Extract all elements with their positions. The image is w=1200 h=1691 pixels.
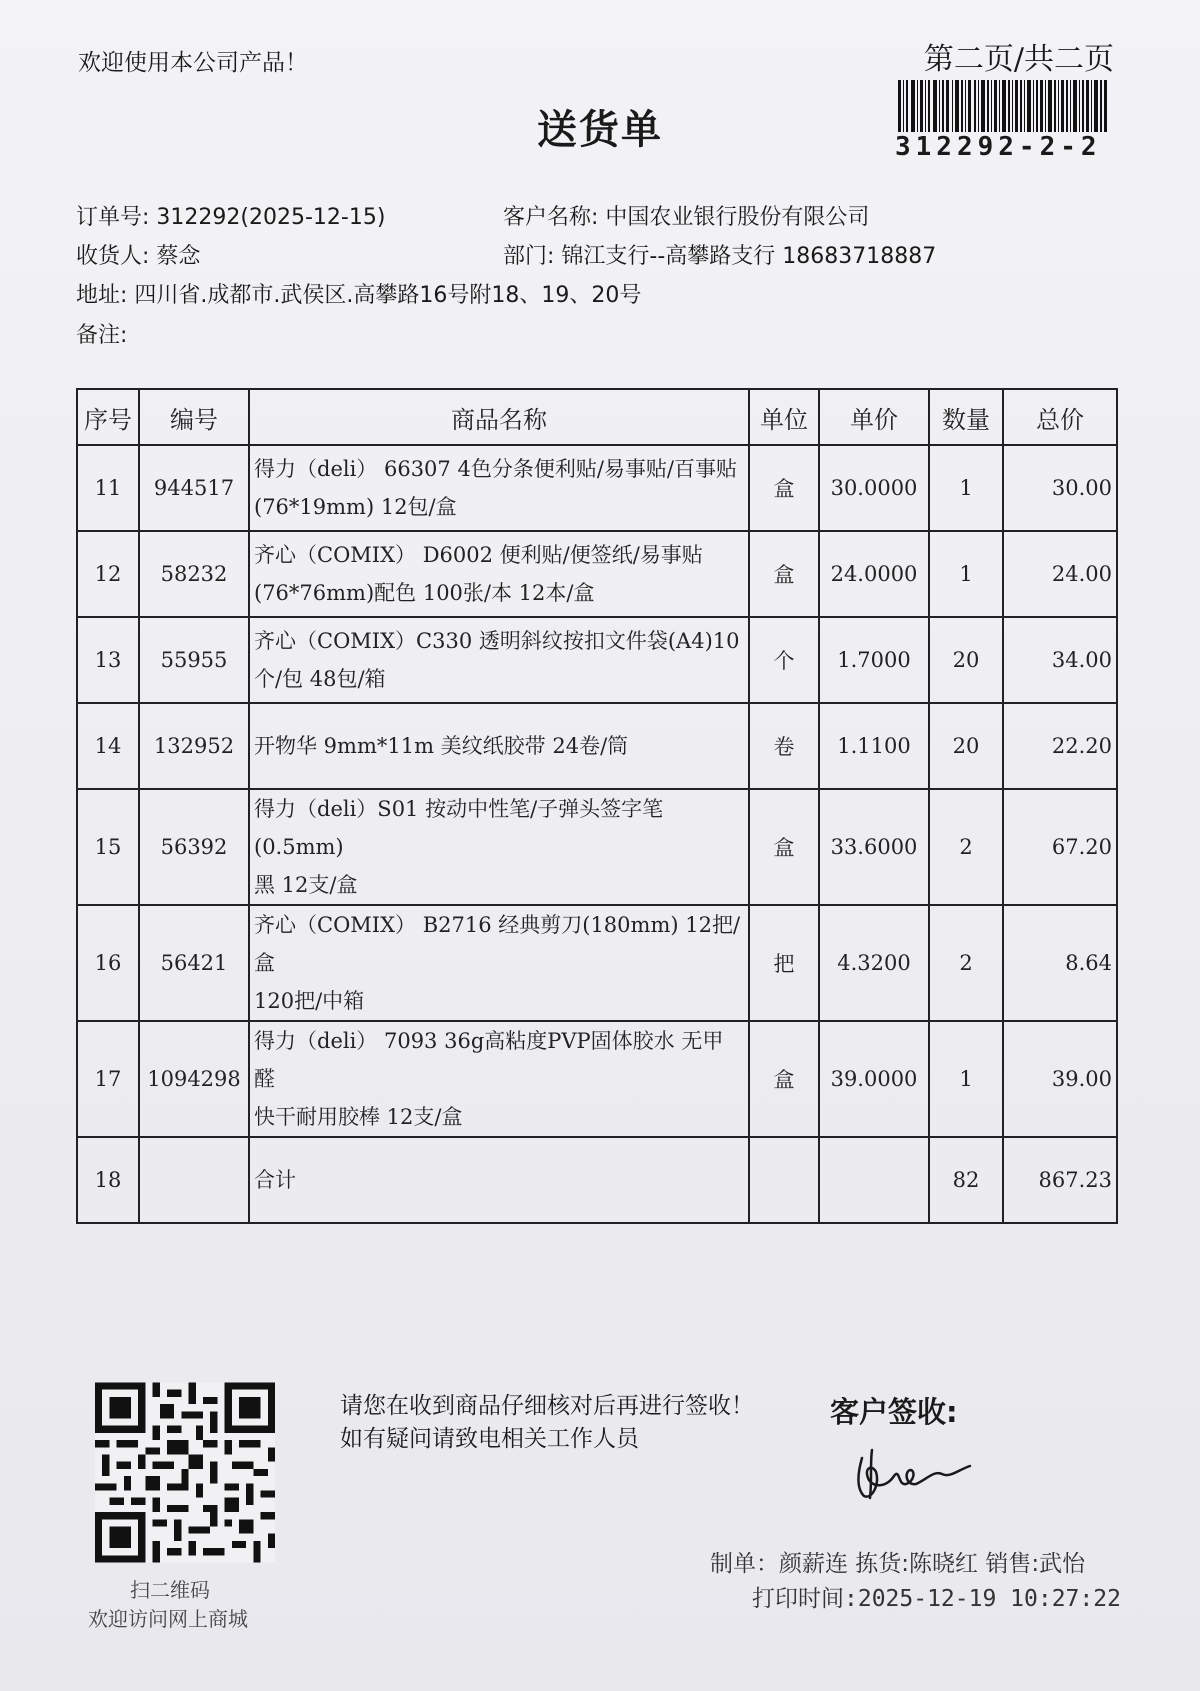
product-name-line1: 得力（deli）S01 按动中性笔/子弹头签字笔(0.5mm) xyxy=(254,797,664,859)
product-name-line2: 快干耐用胶棒 12支/盒 xyxy=(254,1105,463,1129)
cell-code: 132952 xyxy=(139,703,249,789)
cell-total: 8.64 xyxy=(1003,905,1117,1021)
order-number xyxy=(76,200,385,231)
product-name-line2: 120把/中箱 xyxy=(254,989,365,1013)
customer-name-label: 客户名称: xyxy=(503,205,599,230)
header-unit: 单位 xyxy=(749,389,819,445)
cell-unit: 把 xyxy=(749,905,819,1021)
barcode-number: 312292-2-2 xyxy=(895,132,1102,162)
product-name-line2: 黑 12支/盒 xyxy=(254,873,358,897)
address-label: 地址: xyxy=(76,283,128,308)
cell-seq: 17 xyxy=(77,1021,139,1137)
customer-signature-label: 客户签收: xyxy=(830,1395,958,1429)
cell-seq: 11 xyxy=(77,445,139,531)
cell-total: 30.00 xyxy=(1003,445,1117,531)
header-total: 总价 xyxy=(1003,389,1117,445)
table-row xyxy=(77,703,1117,789)
cell-seq: 14 xyxy=(77,703,139,789)
cell-quantity: 1 xyxy=(929,445,1003,531)
product-name-line2: 个/包 48包/箱 xyxy=(254,667,386,691)
page-indicator: 第二页/共二页 xyxy=(923,42,1114,77)
cell-unit xyxy=(749,1137,819,1223)
cell-quantity: 1 xyxy=(929,531,1003,617)
product-name-line1: 得力（deli） 66307 4色分条便利贴/易事贴/百事贴 xyxy=(254,457,737,481)
cell-unit-price: 1.1100 xyxy=(819,703,929,789)
total-label: 合计 xyxy=(254,1168,296,1192)
cell-seq: 16 xyxy=(77,905,139,1021)
cell-total: 22.20 xyxy=(1003,703,1117,789)
cell-product-name xyxy=(249,617,749,703)
cell-unit-price: 33.6000 xyxy=(819,789,929,905)
product-name-line1: 齐心（COMIX） D6002 便利贴/便签纸/易事贴 xyxy=(254,543,703,567)
department-value: 锦江支行--高攀路支行 18683718887 xyxy=(561,244,937,269)
department xyxy=(503,239,936,270)
cell-unit-price: 1.7000 xyxy=(819,617,929,703)
qr-code xyxy=(95,1380,275,1565)
cell-unit-price: 24.0000 xyxy=(819,531,929,617)
staff-info: 制单：颜薪连 拣货:陈晓红 销售:武怡 xyxy=(710,1551,1086,1577)
cell-total: 24.00 xyxy=(1003,531,1117,617)
cell-total: 867.23 xyxy=(1003,1137,1117,1223)
cell-unit-price: 30.0000 xyxy=(819,445,929,531)
cell-unit-price: 4.3200 xyxy=(819,905,929,1021)
remark-label: 备注: xyxy=(76,323,128,348)
cell-quantity: 2 xyxy=(929,789,1003,905)
product-name-line2: (76*19mm) 12包/盒 xyxy=(254,495,457,519)
cell-quantity: 82 xyxy=(929,1137,1003,1223)
header-seq: 序号 xyxy=(77,389,139,445)
cell-seq: 13 xyxy=(77,617,139,703)
receiver xyxy=(76,239,200,270)
order-number-value: 312292(2025-12-15) xyxy=(156,205,386,230)
cell-seq: 12 xyxy=(77,531,139,617)
cell-product-name xyxy=(249,531,749,617)
header-code: 编号 xyxy=(139,389,249,445)
cell-code: 58232 xyxy=(139,531,249,617)
header-product-name: 商品名称 xyxy=(249,389,749,445)
cell-code: 1094298 xyxy=(139,1021,249,1137)
table-row xyxy=(77,789,1117,905)
table-row xyxy=(77,617,1117,703)
header-quantity: 数量 xyxy=(929,389,1003,445)
cell-unit: 盒 xyxy=(749,1021,819,1137)
address-value: 四川省.成都市.武侯区.高攀路16号附18、19、20号 xyxy=(134,283,642,308)
cell-product-name xyxy=(249,1137,749,1223)
cell-product-name xyxy=(249,703,749,789)
cell-unit: 个 xyxy=(749,617,819,703)
department-label: 部门: xyxy=(503,244,555,269)
cell-unit: 盒 xyxy=(749,445,819,531)
cell-quantity: 20 xyxy=(929,703,1003,789)
order-number-label: 订单号: xyxy=(76,205,150,230)
table-row xyxy=(77,905,1117,1021)
remark xyxy=(76,318,127,349)
customer-name xyxy=(503,200,869,231)
cell-seq: 18 xyxy=(77,1137,139,1223)
receiver-label: 收货人: xyxy=(76,244,150,269)
product-name-line1: 得力（deli） 7093 36g高粘度PVP固体胶水 无甲醛 xyxy=(254,1029,724,1091)
cell-code: 944517 xyxy=(139,445,249,531)
receipt-note: 请您在收到商品仔细核对后再进行签收！如有疑问请致电相关工作人员 xyxy=(340,1393,754,1452)
cell-total: 39.00 xyxy=(1003,1021,1117,1137)
cell-total: 67.20 xyxy=(1003,789,1117,905)
receiver-value: 蔡念 xyxy=(156,244,201,269)
cell-product-name xyxy=(249,1021,749,1137)
address xyxy=(76,278,641,309)
product-name-line2: (76*76mm)配色 100张/本 12本/盒 xyxy=(254,581,595,605)
cell-unit: 盒 xyxy=(749,789,819,905)
table-row xyxy=(77,445,1117,531)
table-total-row xyxy=(77,1137,1117,1223)
cell-unit-price xyxy=(819,1137,929,1223)
cell-seq: 15 xyxy=(77,789,139,905)
cell-quantity: 2 xyxy=(929,905,1003,1021)
cell-unit: 盒 xyxy=(749,531,819,617)
cell-code: 55955 xyxy=(139,617,249,703)
cell-product-name xyxy=(249,789,749,905)
product-name-line1: 开物华 9mm*11m 美纹纸胶带 24卷/筒 xyxy=(254,734,629,758)
cell-total: 34.00 xyxy=(1003,617,1117,703)
document-title: 送货单 xyxy=(537,106,663,153)
items-table xyxy=(76,388,1118,1224)
customer-signature xyxy=(850,1440,980,1510)
product-name-line1: 齐心（COMIX） B2716 经典剪刀(180mm) 12把/盒 xyxy=(254,913,741,975)
table-header-row xyxy=(77,389,1117,445)
cell-product-name xyxy=(249,445,749,531)
product-name-line1: 齐心（COMIX）C330 透明斜纹按扣文件袋(A4)10 xyxy=(254,629,740,653)
table-row xyxy=(77,1021,1117,1137)
qr-caption-scan: 扫二维码 xyxy=(130,1578,210,1602)
cell-unit: 卷 xyxy=(749,703,819,789)
cell-code xyxy=(139,1137,249,1223)
customer-name-value: 中国农业银行股份有限公司 xyxy=(605,205,870,230)
cell-unit-price: 39.0000 xyxy=(819,1021,929,1137)
welcome-text: 欢迎使用本公司产品！ xyxy=(78,50,308,76)
cell-quantity: 1 xyxy=(929,1021,1003,1137)
cell-code: 56392 xyxy=(139,789,249,905)
qr-caption-store: 欢迎访问网上商城 xyxy=(88,1607,248,1631)
header-unit-price: 单价 xyxy=(819,389,929,445)
cell-quantity: 20 xyxy=(929,617,1003,703)
print-time: 打印时间:2025-12-19 10:27:22 xyxy=(752,1586,1121,1612)
cell-product-name xyxy=(249,905,749,1021)
cell-code: 56421 xyxy=(139,905,249,1021)
table-row xyxy=(77,531,1117,617)
